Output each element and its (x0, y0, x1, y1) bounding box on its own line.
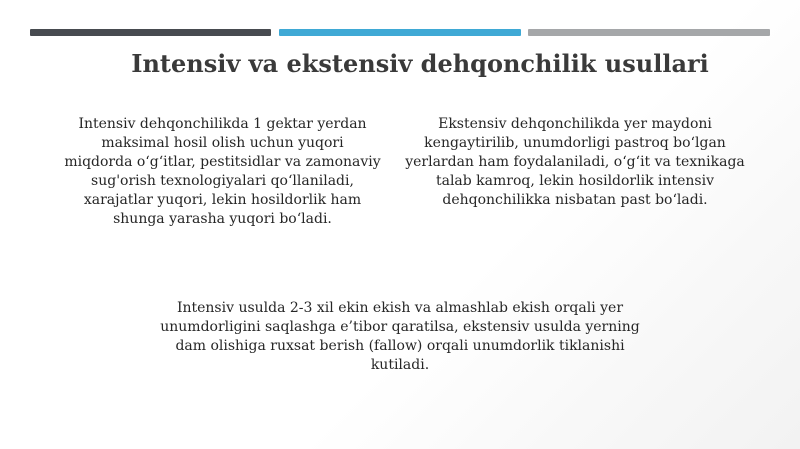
accent-bar-gray (528, 29, 770, 36)
text-line: talab kamroq, lekin hosildorlik intensiv (435, 173, 715, 189)
text-line: unumdorligini saqlashga e’tibor qaratilsa, ekstensiv usulda yerning (160, 319, 640, 335)
text-line: miqdorda o‘g‘itlar, pestitsidlar va zamonaviy (64, 154, 381, 170)
intensive-paragraph (55, 115, 390, 229)
text-line: xarajatlar yuqori, lekin hosildorlik ham (83, 192, 362, 208)
text-line: kutiladi. (370, 357, 430, 373)
accent-bar-blue (279, 29, 521, 36)
text-line: shunga yarasha yuqori bo‘ladi. (113, 211, 332, 227)
text-line: sug'orish texnologiyalari qo‘llaniladi, (91, 173, 354, 189)
slide-title: Intensiv va ekstensiv dehqonchilik usullari (131, 49, 709, 78)
text-line: dehqonchilikka nisbatan past bo‘ladi. (442, 192, 708, 208)
text-line: yerlardan ham foydalaniladi, o‘g‘it va texnikaga (405, 154, 745, 170)
extensive-paragraph (400, 115, 750, 210)
text-line: Ekstensiv dehqonchilikda yer maydoni (438, 116, 712, 132)
text-line: maksimal hosil olish uchun yuqori (101, 135, 344, 151)
text-line: kengaytirilib, unumdorligi pastroq bo‘lgan (424, 135, 726, 151)
comparison-paragraph (150, 299, 650, 375)
accent-bar-dark (30, 29, 271, 36)
text-line: Intensiv usulda 2-3 xil ekin ekish va almashlab ekish orqali yer (176, 300, 624, 316)
text-line: dam olishiga ruxsat berish (fallow) orqali unumdorlik tiklanishi (175, 338, 625, 354)
text-line: Intensiv dehqonchilikda 1 gektar yerdan (78, 116, 367, 132)
